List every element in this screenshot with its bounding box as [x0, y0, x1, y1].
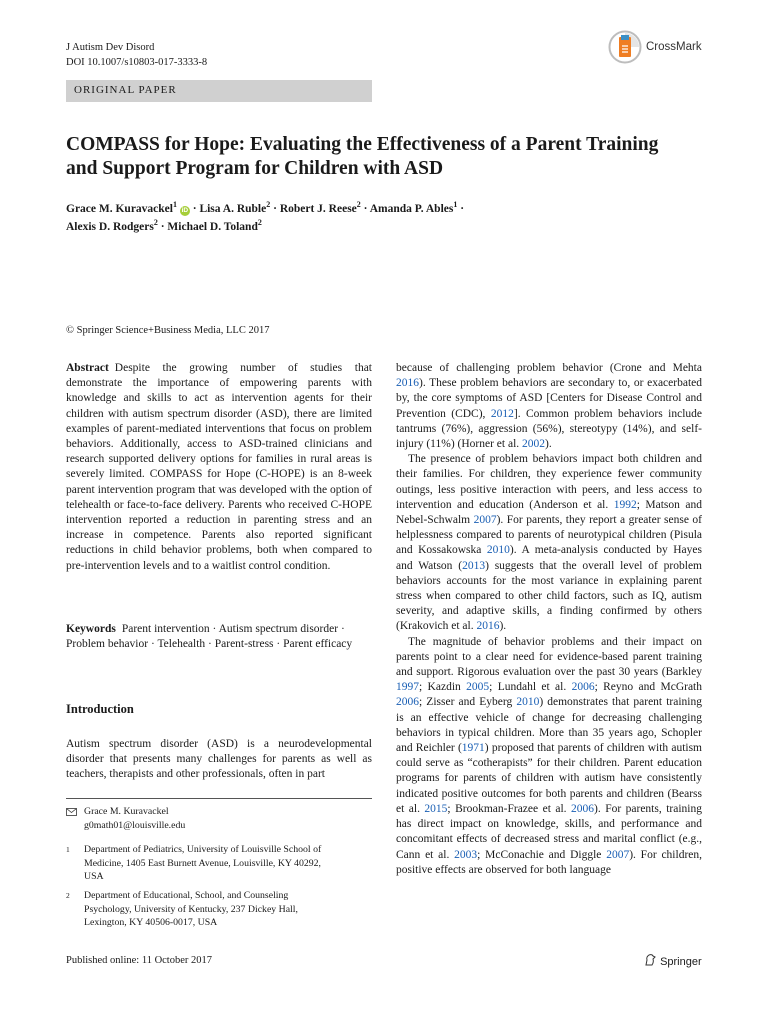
author-sep: ·	[460, 203, 465, 215]
citation-link[interactable]: 2012	[490, 407, 514, 420]
affiliation-number: 1	[66, 845, 70, 854]
contact-email[interactable]: g0math01@louisville.edu	[84, 819, 186, 831]
paragraph: The presence of problem behaviors impact both children and their families. For children, they experience fewer community outings, less positive interaction with peers, and less access to intervention and education (Anderson et al. 1992; Matson and Nebel-Schwalm 2007). For parents, they report a greater sense of helplessness compared to parents of neurotypical children (Pisula and Kossakowska 2010). A meta-analysis conducted by Hayes and Watson (2013) suggests that the overall level of problem behaviors accounts for the most variance in explaining parent stress when compared to other child factors, such as IQ, autism severity, and adaptive skills, a finding confirmed by others (Krakovich et al. 2016).	[396, 453, 703, 633]
contact-name: Grace M. Kuravackel	[84, 806, 169, 817]
crossmark-badge[interactable]	[608, 30, 718, 66]
citation-link[interactable]: 2006	[571, 681, 595, 694]
author-affil: 2	[356, 200, 361, 209]
author-affil: 2	[257, 218, 262, 227]
affiliation-text: Department of Pediatrics, University of Louisville School of Medicine, 1405 East Burnett Avenue, Louisville, KY 40292, USA	[84, 844, 322, 882]
author-affil: 2	[153, 218, 158, 227]
citation-link[interactable]: 2015	[424, 802, 448, 815]
citation-link[interactable]: 2006	[571, 802, 595, 815]
orcid-icon[interactable]: iD	[181, 207, 189, 214]
published-date: Published online: 11 October 2017	[66, 955, 213, 966]
abstract	[66, 361, 372, 574]
abstract-label: Abstract	[66, 362, 109, 374]
citation-link[interactable]: 2005	[466, 681, 490, 694]
citation-link[interactable]: 1971	[461, 742, 485, 755]
author-name[interactable]: Alexis D. Rodgers	[66, 221, 154, 233]
doi[interactable]: DOI 10.1007/s10803-017-3333-8	[66, 57, 208, 68]
citation-link[interactable]: 2007	[473, 514, 497, 527]
journal-header	[66, 40, 207, 70]
footnote-rule	[66, 798, 372, 799]
citation-link[interactable]: 2002	[522, 438, 546, 451]
affiliation-2	[66, 889, 336, 930]
author-affil: 1	[172, 200, 177, 209]
citation-link[interactable]: 2013	[462, 559, 486, 572]
keywords-label: Keywords	[66, 623, 116, 635]
contact-footnote	[66, 805, 372, 832]
citation-link[interactable]: 2010	[486, 544, 510, 557]
journal-name: J Autism Dev Disord	[66, 42, 155, 53]
keywords-text: Parent intervention · Autism spectrum disorder · Problem behavior · Telehealth · Parent-stress · Parent efficacy	[66, 623, 353, 651]
citation-link[interactable]: 2010	[516, 696, 540, 709]
author-name[interactable]: · Lisa A. Ruble	[192, 203, 267, 215]
citation-link[interactable]: 2007	[606, 848, 630, 861]
article-title: COMPASS for Hope: Evaluating the Effectiveness of a Parent Training and Support Program for Children with ASD	[66, 134, 659, 179]
crossmark-icon	[608, 30, 642, 64]
affiliation-1	[66, 843, 326, 884]
citation-link[interactable]: 1992	[613, 498, 637, 511]
publisher-logo[interactable]	[643, 953, 702, 968]
author-name[interactable]: · Amanda P. Ables	[363, 203, 454, 215]
author-affil: 2	[266, 200, 271, 209]
right-column	[396, 361, 702, 878]
intro-text: Autism spectrum disorder (ASD) is a neurodevelopmental disorder that presents many challenges for parents as well as teachers, therapists and other professionals, often in part	[66, 738, 372, 781]
paragraph: because of challenging problem behavior (Crone and Mehta 2016). These problem behaviors are secondary to, or exacerbated by, the core symptoms of ASD [Centers for Disease Control and Prevention (CDC), 2012]. Common problem behaviors include tantrums (76%), aggression (56%), stereotypy (14%), and self-injury (11%) (Horner et al. 2002).	[396, 362, 702, 451]
crossmark-label: CrossMark	[646, 41, 702, 53]
keywords	[66, 622, 372, 652]
abstract-text: Despite the growing number of studies that demonstrate the importance of empowering parents with knowledge and skills to act as intervention agents for their children with autism spectrum disorder (ASD), there are limited examples of parent-mediated interventions that focus on problem behaviors. Additionally, access to ASD-trained clinicians and research supported delivery options for families in rural areas is severely limited. COMPASS for Hope (C-HOPE) is an 8-week parent intervention program that was developed with the option of telehealth or face-to-face delivery. Parents who received C-HOPE intervention reported a reduction in parenting stress and an increase in competence. Parents also reported significant reductions in child behavior problems, both when compared to pre-intervention levels and to a waitlist control condition.	[66, 362, 372, 572]
intro-heading: Introduction	[66, 702, 134, 716]
article-type: ORIGINAL PAPER	[74, 84, 177, 96]
citation-link[interactable]: 2016	[396, 377, 419, 390]
author-name[interactable]: · Robert J. Reese	[273, 203, 357, 215]
citation-link[interactable]: 1997	[396, 681, 419, 694]
affiliation-number: 2	[66, 891, 70, 900]
publisher-name: Springer	[660, 956, 702, 968]
envelope-icon	[66, 808, 77, 816]
affiliation-text: Department of Educational, School, and Counseling Psychology, University of Kentucky, 237 Dickey Hall, Lexington, KY 40506-0017, USA	[84, 890, 298, 928]
author-list	[66, 200, 686, 236]
author-affil: 1	[453, 200, 458, 209]
citation-link[interactable]: 2003	[454, 848, 478, 861]
author-name[interactable]: · Michael D. Toland	[160, 221, 258, 233]
author-name[interactable]: Grace M. Kuravackel	[66, 203, 173, 215]
section-band	[66, 80, 372, 102]
copyright: © Springer Science+Business Media, LLC 2017	[66, 325, 270, 336]
citation-link[interactable]: 2006	[396, 696, 419, 709]
springer-horse-icon	[643, 953, 657, 967]
citation-link[interactable]: 2016	[476, 620, 500, 633]
paragraph: The magnitude of behavior problems and their impact on parents point to a clear need for evidence-based parent training and support. Rigorous evaluation over the past 30 years (Barkley 1997; Kazdin 2005; Lundahl et al. 2006; Reyno and McGrath 2006; Zisser and Eyberg 2010) demonstrates that parent training is an effective vehicle of change for decreasing challenging behaviors in typical children. More than 35 years ago, Schopler and Reichler (1971) proposed that parents of children with autism could serve as “cotherapists” for their children. Parent education programs for parents of children with autism have consistently indicated positive outcomes for both parents and children (Bearss et al. 2015; Brookman-Frazee et al. 2006). For parents, training has direct impact on knowledge, skills, and performance and concomitant effects of decreased stress and marital conflict (e.g., Cann et al. 2003; McConachie and Diggle 2007). For children, positive effects are observed for both language	[396, 635, 703, 876]
